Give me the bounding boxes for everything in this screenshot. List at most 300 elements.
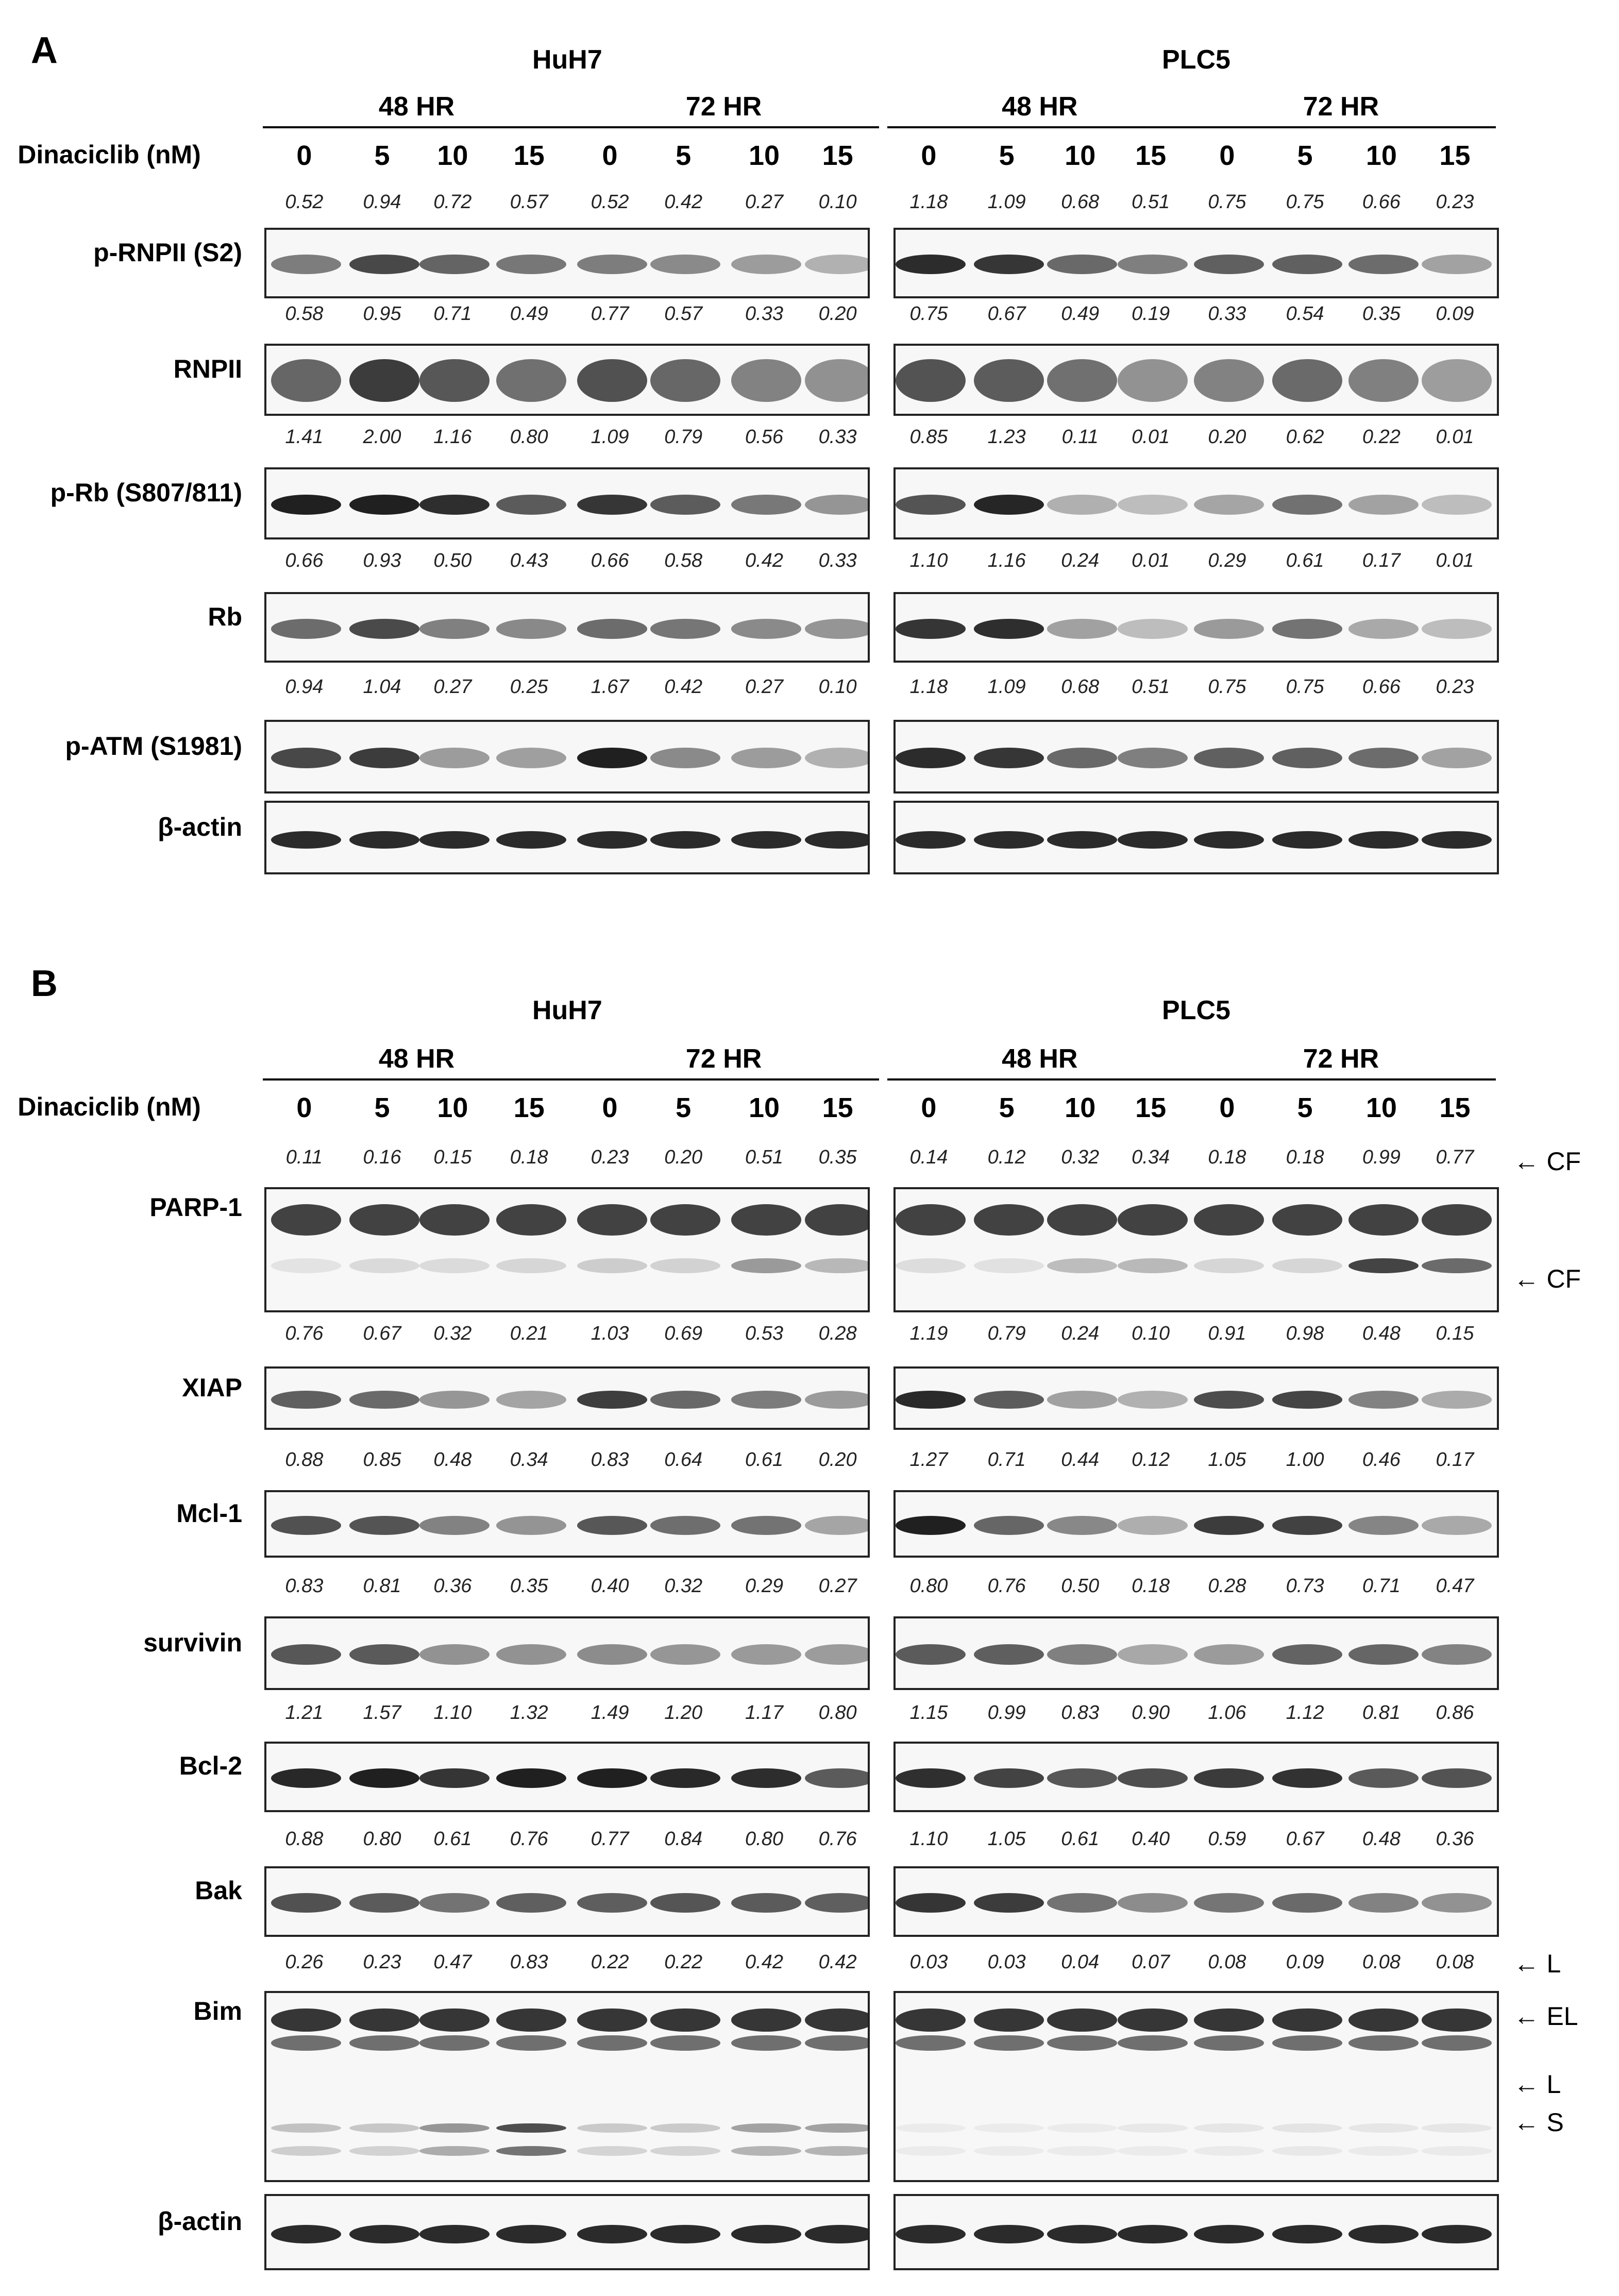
blot-band bbox=[1194, 2008, 1264, 2031]
blot-panel bbox=[264, 720, 870, 794]
blot-band bbox=[1272, 1516, 1342, 1535]
quantification-value: 0.67 bbox=[1286, 1828, 1324, 1850]
blot-band bbox=[974, 359, 1044, 402]
quantification-value: 0.46 bbox=[1362, 1449, 1401, 1471]
blot-band bbox=[1272, 1204, 1342, 1236]
quantification-value: 0.08 bbox=[1436, 1951, 1474, 1973]
quantification-value: 0.18 bbox=[510, 1146, 548, 1168]
blot-band bbox=[1118, 1644, 1188, 1665]
blot-band bbox=[577, 1391, 647, 1408]
quantification-value: 0.40 bbox=[1132, 1828, 1170, 1850]
blot-panel bbox=[264, 801, 870, 874]
quantification-value: 0.03 bbox=[987, 1951, 1026, 1973]
blot-band bbox=[496, 1258, 566, 1273]
blot-band bbox=[896, 1768, 966, 1788]
blot-band bbox=[496, 619, 566, 638]
blot-band bbox=[419, 255, 490, 274]
dose-label: 0 bbox=[1219, 140, 1235, 171]
blot-band bbox=[1118, 2123, 1188, 2133]
quantification-value: 0.29 bbox=[745, 1575, 784, 1597]
dose-label: 0 bbox=[921, 1092, 937, 1124]
blot-band bbox=[1348, 1516, 1419, 1535]
dose-label: 15 bbox=[1135, 1092, 1167, 1124]
blot-band bbox=[805, 831, 870, 849]
quantification-value: 1.16 bbox=[987, 549, 1026, 571]
quantification-value: 1.06 bbox=[1208, 1701, 1246, 1724]
blot-band bbox=[349, 2123, 419, 2133]
quantification-value: 0.71 bbox=[433, 302, 472, 325]
blot-band bbox=[1422, 359, 1492, 402]
blot-band bbox=[496, 1391, 566, 1408]
blot-band bbox=[805, 1258, 870, 1273]
protein-label: p-Rb (S807/811) bbox=[50, 478, 242, 507]
blot-band bbox=[349, 1768, 419, 1788]
blot-band bbox=[974, 1258, 1044, 1273]
blot-band bbox=[271, 2008, 341, 2031]
quantification-value: 0.34 bbox=[510, 1449, 548, 1471]
quantification-value: 0.33 bbox=[818, 549, 857, 571]
blot-band bbox=[650, 2225, 720, 2243]
blot-band bbox=[974, 2008, 1044, 2031]
blot-band bbox=[805, 1391, 870, 1408]
dose-label: 15 bbox=[1439, 140, 1471, 171]
blot-band bbox=[271, 1258, 341, 1273]
blot-band bbox=[496, 495, 566, 515]
blot-band bbox=[650, 748, 720, 768]
blot-band bbox=[1194, 2035, 1264, 2051]
quantification-value: 0.42 bbox=[745, 1951, 784, 1973]
quantification-value: 1.04 bbox=[363, 676, 401, 698]
left-arrow-icon: ← bbox=[1513, 1264, 1547, 1293]
quantification-value: 0.23 bbox=[591, 1146, 629, 1168]
blot-band bbox=[1272, 2225, 1342, 2243]
blot-band bbox=[650, 2008, 720, 2031]
quantification-value: 1.18 bbox=[909, 191, 948, 213]
blot-band bbox=[271, 1391, 341, 1408]
blot-panel bbox=[264, 1490, 870, 1558]
dose-label: 15 bbox=[513, 1092, 545, 1124]
blot-band bbox=[896, 1516, 966, 1535]
blot-band bbox=[974, 1644, 1044, 1665]
blot-band bbox=[419, 1893, 490, 1913]
quantification-value: 1.10 bbox=[909, 1828, 948, 1850]
quantification-value: 1.05 bbox=[987, 1828, 1026, 1850]
quantification-value: 0.58 bbox=[664, 549, 703, 571]
timepoint-underline bbox=[1186, 126, 1496, 128]
quantification-value: 1.19 bbox=[909, 1322, 948, 1344]
timepoint-underline bbox=[263, 126, 570, 128]
blot-band bbox=[1422, 1893, 1492, 1913]
blot-band bbox=[1348, 359, 1419, 402]
blot-band bbox=[805, 255, 870, 274]
quantification-value: 0.75 bbox=[1286, 676, 1324, 698]
quantification-value: 0.75 bbox=[909, 302, 948, 325]
blot-band bbox=[271, 1768, 341, 1788]
quantification-value: 0.79 bbox=[664, 426, 703, 448]
blot-band bbox=[349, 1204, 419, 1236]
dose-axis-label: Dinaciclib (nM) bbox=[18, 140, 201, 169]
dose-label: 10 bbox=[748, 1092, 780, 1124]
quantification-value: 0.32 bbox=[664, 1575, 703, 1597]
quantification-value: 0.08 bbox=[1208, 1951, 1246, 1973]
blot-band bbox=[1047, 1391, 1117, 1408]
quantification-value: 1.17 bbox=[745, 1701, 784, 1724]
blot-band bbox=[896, 255, 966, 274]
quantification-value: 0.15 bbox=[433, 1146, 472, 1168]
blot-band bbox=[1118, 255, 1188, 274]
quantification-value: 0.27 bbox=[433, 676, 472, 698]
quantification-value: 0.43 bbox=[510, 549, 548, 571]
blot-band bbox=[974, 1516, 1044, 1535]
quantification-value: 0.01 bbox=[1436, 426, 1474, 448]
blot-panel bbox=[893, 1616, 1499, 1690]
blot-band bbox=[1047, 2225, 1117, 2243]
blot-band bbox=[731, 495, 801, 515]
blot-band bbox=[1272, 1893, 1342, 1913]
blot-band bbox=[805, 1644, 870, 1665]
blot-band bbox=[577, 1893, 647, 1913]
blot-band bbox=[1194, 2225, 1264, 2243]
blot-band bbox=[1194, 831, 1264, 849]
blot-panel bbox=[893, 1187, 1499, 1312]
blot-band bbox=[1422, 619, 1492, 638]
blot-band bbox=[1272, 359, 1342, 402]
quantification-value: 0.54 bbox=[1286, 302, 1324, 325]
quantification-value: 0.07 bbox=[1132, 1951, 1170, 1973]
blot-band bbox=[1118, 359, 1188, 402]
band-arrow bbox=[1514, 2069, 1561, 2099]
blot-band bbox=[349, 1644, 419, 1665]
blot-band bbox=[974, 1204, 1044, 1236]
panel-letter: A bbox=[30, 30, 58, 72]
blot-band bbox=[496, 1893, 566, 1913]
blot-band bbox=[974, 2035, 1044, 2051]
dose-label: 5 bbox=[676, 1092, 692, 1124]
blot-band bbox=[731, 1204, 801, 1236]
blot-band bbox=[1348, 2123, 1419, 2133]
quantification-value: 0.76 bbox=[987, 1575, 1026, 1597]
blot-band bbox=[271, 2123, 341, 2133]
quantification-value: 1.20 bbox=[664, 1701, 703, 1724]
blot-band bbox=[419, 1258, 490, 1273]
blot-band bbox=[419, 2123, 490, 2133]
blot-band bbox=[974, 255, 1044, 274]
quantification-value: 1.10 bbox=[433, 1701, 472, 1724]
protein-label: PARP-1 bbox=[149, 1193, 242, 1222]
quantification-value: 0.23 bbox=[363, 1951, 401, 1973]
blot-band bbox=[1422, 831, 1492, 849]
blot-band bbox=[1118, 831, 1188, 849]
blot-band bbox=[1422, 2123, 1492, 2133]
quantification-value: 0.47 bbox=[433, 1951, 472, 1973]
protein-label: RNPII bbox=[173, 354, 242, 384]
blot-band bbox=[1422, 1768, 1492, 1788]
quantification-value: 1.57 bbox=[363, 1701, 401, 1724]
blot-band bbox=[731, 2225, 801, 2243]
blot-band bbox=[731, 1258, 801, 1273]
blot-band bbox=[1194, 748, 1264, 768]
quantification-value: 0.35 bbox=[818, 1146, 857, 1168]
blot-band bbox=[896, 748, 966, 768]
quantification-value: 0.91 bbox=[1208, 1322, 1246, 1344]
quantification-value: 0.80 bbox=[745, 1828, 784, 1850]
protein-label: Bim bbox=[193, 1997, 242, 2026]
dose-label: 5 bbox=[999, 140, 1015, 171]
quantification-value: 0.68 bbox=[1061, 191, 1100, 213]
quantification-value: 0.04 bbox=[1061, 1951, 1100, 1973]
quantification-value: 0.95 bbox=[363, 302, 401, 325]
quantification-value: 0.01 bbox=[1436, 549, 1474, 571]
dose-label: 5 bbox=[999, 1092, 1015, 1124]
dose-label: 0 bbox=[1219, 1092, 1235, 1124]
band-arrow bbox=[1514, 2001, 1578, 2031]
timepoint-underline bbox=[569, 1078, 879, 1081]
blot-band bbox=[896, 2146, 966, 2156]
quantification-value: 1.09 bbox=[987, 676, 1026, 698]
quantification-value: 0.83 bbox=[1061, 1701, 1100, 1724]
quantification-value: 0.85 bbox=[363, 1449, 401, 1471]
blot-band bbox=[1422, 1391, 1492, 1408]
quantification-value: 0.27 bbox=[745, 676, 784, 698]
blot-band bbox=[1422, 2008, 1492, 2031]
blot-panel bbox=[264, 1366, 870, 1430]
quantification-value: 0.50 bbox=[433, 549, 472, 571]
blot-band bbox=[271, 2146, 341, 2156]
blot-panel bbox=[893, 2194, 1499, 2270]
blot-band bbox=[1118, 495, 1188, 515]
quantification-value: 0.09 bbox=[1286, 1951, 1324, 1973]
blot-band bbox=[1348, 2008, 1419, 2031]
timepoint-label: 48 HR bbox=[1002, 91, 1078, 122]
quantification-value: 0.32 bbox=[1061, 1146, 1100, 1168]
blot-band bbox=[1348, 2035, 1419, 2051]
left-arrow-icon: ← bbox=[1513, 2002, 1547, 2031]
quantification-value: 0.01 bbox=[1132, 549, 1170, 571]
quantification-value: 0.64 bbox=[664, 1449, 703, 1471]
quantification-value: 0.24 bbox=[1061, 1322, 1100, 1344]
quantification-value: 0.49 bbox=[1061, 302, 1100, 325]
quantification-value: 0.48 bbox=[1362, 1322, 1401, 1344]
quantification-value: 0.10 bbox=[818, 676, 857, 698]
quantification-value: 1.00 bbox=[1286, 1449, 1324, 1471]
blot-band bbox=[1194, 1204, 1264, 1236]
blot-band bbox=[805, 1893, 870, 1913]
quantification-value: 1.49 bbox=[591, 1701, 629, 1724]
blot-band bbox=[577, 831, 647, 849]
blot-band bbox=[1348, 1768, 1419, 1788]
dose-label: 0 bbox=[602, 1092, 618, 1124]
timepoint-label: 48 HR bbox=[1002, 1043, 1078, 1074]
blot-band bbox=[1118, 2008, 1188, 2031]
left-arrow-icon: ← bbox=[1513, 2069, 1547, 2099]
quantification-value: 0.42 bbox=[664, 191, 703, 213]
quantification-value: 1.12 bbox=[1286, 1701, 1324, 1724]
blot-band bbox=[1194, 1258, 1264, 1273]
blot-band bbox=[650, 1516, 720, 1535]
blot-panel bbox=[893, 467, 1499, 539]
timepoint-underline bbox=[887, 1078, 1192, 1081]
quantification-value: 0.17 bbox=[1362, 549, 1401, 571]
blot-band bbox=[1118, 2146, 1188, 2156]
blot-band bbox=[650, 2035, 720, 2051]
blot-band bbox=[1422, 2035, 1492, 2051]
blot-band bbox=[577, 1204, 647, 1236]
blot-band bbox=[650, 1204, 720, 1236]
protein-label: p-RNPII (S2) bbox=[93, 238, 242, 267]
quantification-value: 0.80 bbox=[909, 1575, 948, 1597]
cell-line-title: PLC5 bbox=[1162, 44, 1230, 75]
quantification-value: 0.75 bbox=[1286, 191, 1324, 213]
quantification-value: 0.80 bbox=[363, 1828, 401, 1850]
quantification-value: 1.09 bbox=[987, 191, 1026, 213]
quantification-value: 0.20 bbox=[818, 302, 857, 325]
blot-band bbox=[1194, 1893, 1264, 1913]
blot-band bbox=[1422, 2146, 1492, 2156]
quantification-value: 0.67 bbox=[363, 1322, 401, 1344]
cell-line-title: PLC5 bbox=[1162, 995, 1230, 1025]
blot-band bbox=[419, 2035, 490, 2051]
timepoint-label: 48 HR bbox=[378, 91, 455, 122]
quantification-value: 0.66 bbox=[591, 549, 629, 571]
quantification-value: 0.24 bbox=[1061, 549, 1100, 571]
quantification-value: 0.36 bbox=[1436, 1828, 1474, 1850]
band-arrow-label: L bbox=[1546, 1949, 1561, 1978]
blot-band bbox=[731, 1391, 801, 1408]
band-arrow-label: L bbox=[1546, 2069, 1561, 2099]
blot-band bbox=[1422, 1644, 1492, 1665]
dose-axis-label: Dinaciclib (nM) bbox=[18, 1092, 201, 1122]
left-arrow-icon: ← bbox=[1513, 1949, 1547, 1978]
blot-band bbox=[731, 359, 801, 402]
blot-band bbox=[731, 831, 801, 849]
blot-band bbox=[1047, 359, 1117, 402]
blot-panel bbox=[893, 801, 1499, 874]
quantification-value: 0.71 bbox=[1362, 1575, 1401, 1597]
blot-band bbox=[349, 2008, 419, 2031]
quantification-value: 0.33 bbox=[818, 426, 857, 448]
dose-label: 10 bbox=[437, 1092, 468, 1124]
blot-band bbox=[1348, 1204, 1419, 1236]
left-arrow-icon: ← bbox=[1513, 2107, 1547, 2137]
blot-band bbox=[496, 831, 566, 849]
quantification-value: 0.49 bbox=[510, 302, 548, 325]
blot-band bbox=[805, 2146, 870, 2156]
quantification-value: 0.19 bbox=[1132, 302, 1170, 325]
blot-band bbox=[419, 748, 490, 768]
protein-label: p-ATM (S1981) bbox=[65, 731, 242, 761]
quantification-value: 0.56 bbox=[745, 426, 784, 448]
blot-band bbox=[731, 2035, 801, 2051]
blot-panel bbox=[893, 720, 1499, 794]
blot-band bbox=[349, 748, 419, 768]
timepoint-label: 72 HR bbox=[1303, 91, 1379, 122]
blot-band bbox=[1348, 619, 1419, 638]
blot-band bbox=[1272, 1768, 1342, 1788]
quantification-value: 0.40 bbox=[591, 1575, 629, 1597]
protein-label: Bak bbox=[195, 1876, 242, 1905]
blot-band bbox=[577, 619, 647, 638]
blot-panel bbox=[893, 592, 1499, 663]
band-arrow-label: S bbox=[1546, 2107, 1564, 2137]
quantification-value: 0.94 bbox=[285, 676, 324, 698]
dose-label: 5 bbox=[374, 140, 390, 171]
blot-band bbox=[650, 495, 720, 515]
quantification-value: 0.67 bbox=[987, 302, 1026, 325]
quantification-value: 0.42 bbox=[818, 1951, 857, 1973]
blot-band bbox=[577, 2008, 647, 2031]
blot-band bbox=[1118, 748, 1188, 768]
blot-band bbox=[496, 2008, 566, 2031]
blot-panel bbox=[264, 1742, 870, 1812]
quantification-value: 0.90 bbox=[1132, 1701, 1170, 1724]
quantification-value: 0.22 bbox=[591, 1951, 629, 1973]
blot-band bbox=[896, 2008, 966, 2031]
blot-band bbox=[1272, 2035, 1342, 2051]
timepoint-underline bbox=[1186, 1078, 1496, 1081]
blot-band bbox=[577, 1258, 647, 1273]
blot-band bbox=[1047, 619, 1117, 638]
blot-band bbox=[650, 1893, 720, 1913]
blot-panel bbox=[893, 1866, 1499, 1937]
blot-band bbox=[1047, 2123, 1117, 2133]
blot-band bbox=[577, 495, 647, 515]
quantification-value: 0.57 bbox=[510, 191, 548, 213]
blot-panel bbox=[264, 1991, 870, 2182]
blot-band bbox=[271, 359, 341, 402]
dose-label: 15 bbox=[1135, 140, 1167, 171]
blot-band bbox=[271, 2035, 341, 2051]
blot-band bbox=[349, 831, 419, 849]
quantification-value: 0.15 bbox=[1436, 1322, 1474, 1344]
blot-band bbox=[974, 2225, 1044, 2243]
blot-band bbox=[650, 1391, 720, 1408]
blot-band bbox=[349, 359, 419, 402]
blot-band bbox=[650, 2123, 720, 2133]
blot-band bbox=[496, 1516, 566, 1535]
quantification-value: 1.27 bbox=[909, 1449, 948, 1471]
blot-band bbox=[974, 1768, 1044, 1788]
blot-band bbox=[419, 2008, 490, 2031]
cell-line-title: HuH7 bbox=[532, 995, 602, 1025]
quantification-value: 0.52 bbox=[285, 191, 324, 213]
blot-band bbox=[731, 1516, 801, 1535]
quantification-value: 0.83 bbox=[285, 1575, 324, 1597]
blot-band bbox=[731, 2146, 801, 2156]
dose-label: 0 bbox=[296, 140, 312, 171]
blot-band bbox=[577, 1644, 647, 1665]
quantification-value: 0.81 bbox=[1362, 1701, 1401, 1724]
quantification-value: 0.09 bbox=[1436, 302, 1474, 325]
blot-band bbox=[1118, 1391, 1188, 1408]
blot-band bbox=[731, 2008, 801, 2031]
blot-band bbox=[1047, 748, 1117, 768]
blot-band bbox=[896, 619, 966, 638]
blot-band bbox=[1047, 1644, 1117, 1665]
blot-band bbox=[1118, 1893, 1188, 1913]
quantification-value: 0.08 bbox=[1362, 1951, 1401, 1973]
blot-band bbox=[974, 2146, 1044, 2156]
blot-band bbox=[896, 1644, 966, 1665]
cell-line-title: HuH7 bbox=[532, 44, 602, 75]
quantification-value: 0.44 bbox=[1061, 1449, 1100, 1471]
timepoint-underline bbox=[887, 126, 1192, 128]
quantification-value: 0.27 bbox=[745, 191, 784, 213]
quantification-value: 0.98 bbox=[1286, 1322, 1324, 1344]
blot-band bbox=[974, 495, 1044, 515]
blot-band bbox=[1118, 1204, 1188, 1236]
quantification-value: 0.73 bbox=[1286, 1575, 1324, 1597]
quantification-value: 0.88 bbox=[285, 1828, 324, 1850]
